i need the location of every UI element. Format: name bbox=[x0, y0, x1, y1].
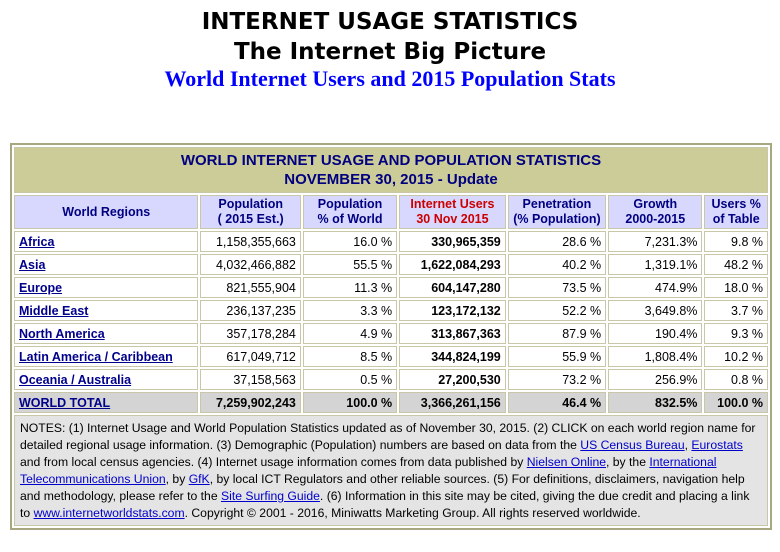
notes-section bbox=[14, 415, 768, 526]
region-link-africa[interactable]: Africa bbox=[19, 234, 55, 249]
table-row bbox=[14, 346, 768, 367]
notes-text: , by bbox=[165, 472, 189, 486]
col-header-label: Users % bbox=[711, 197, 761, 211]
notes-text: . (6) Information in this site may be cited, giving the due credit and placing a link to bbox=[20, 489, 750, 520]
col-header-label: Population bbox=[218, 197, 283, 211]
col-header-sublabel: of Table bbox=[712, 212, 760, 226]
penetration-cell: 46.4 % bbox=[508, 392, 606, 413]
region-link-oceania[interactable]: Oceania / Australia bbox=[19, 372, 132, 387]
users-cell: 3,366,261,156 bbox=[399, 392, 506, 413]
link-site-surfing-guide[interactable]: Site Surfing Guide bbox=[221, 489, 320, 503]
growth-cell: 832.5% bbox=[608, 392, 702, 413]
pct-table-cell: 0.8 % bbox=[704, 369, 768, 390]
users-cell: 344,824,199 bbox=[399, 346, 506, 367]
table-row bbox=[14, 300, 768, 321]
penetration-cell: 40.2 % bbox=[508, 254, 606, 275]
growth-cell: 1,808.4% bbox=[608, 346, 702, 367]
col-header-sublabel: (% Population) bbox=[513, 212, 601, 226]
table-title bbox=[14, 147, 768, 193]
table-row bbox=[14, 369, 768, 390]
col-header-label: World Regions bbox=[62, 204, 151, 219]
table-row bbox=[14, 231, 768, 252]
col-header-sublabel: 30 Nov 2015 bbox=[416, 212, 489, 226]
region-cell bbox=[14, 277, 198, 298]
link-us-census[interactable]: US Census Bureau bbox=[580, 438, 685, 452]
region-link-north-america[interactable]: North America bbox=[19, 326, 105, 341]
page-title: INTERNET USAGE STATISTICS bbox=[201, 9, 579, 35]
region-cell bbox=[14, 254, 198, 275]
col-header-population bbox=[200, 195, 300, 229]
table-title-line1: WORLD INTERNET USAGE AND POPULATION STATISTICS bbox=[180, 152, 602, 169]
users-cell: 1,622,084,293 bbox=[399, 254, 506, 275]
col-header-sublabel: ( 2015 Est.) bbox=[217, 212, 284, 226]
pct-world-cell: 0.5 % bbox=[303, 369, 397, 390]
notes-text: and from local census agencies. (4) Internet usage information comes from data published by bbox=[20, 455, 527, 469]
notes-text: , bbox=[684, 438, 692, 452]
link-nielsen-online[interactable]: Nielsen Online bbox=[526, 455, 606, 469]
notes-text: . Copyright © 2001 - 2016, Miniwatts Marketing Group. All rights reserved worldwide. bbox=[184, 506, 641, 520]
table-row bbox=[14, 254, 768, 275]
col-header-pct-world bbox=[303, 195, 397, 229]
region-cell bbox=[14, 346, 198, 367]
region-link-latin-america[interactable]: Latin America / Caribbean bbox=[19, 349, 173, 364]
col-header-regions bbox=[14, 195, 198, 229]
pct-world-cell: 16.0 % bbox=[303, 231, 397, 252]
growth-cell: 190.4% bbox=[608, 323, 702, 344]
pct-table-cell: 10.2 % bbox=[704, 346, 768, 367]
col-header-label: Penetration bbox=[522, 197, 592, 211]
pct-world-cell: 55.5 % bbox=[303, 254, 397, 275]
link-eurostats[interactable]: Eurostats bbox=[691, 438, 743, 452]
penetration-cell: 87.9 % bbox=[508, 323, 606, 344]
pct-table-cell: 100.0 % bbox=[704, 392, 768, 413]
col-header-label: Population bbox=[317, 197, 383, 211]
users-cell: 313,867,363 bbox=[399, 323, 506, 344]
population-cell: 236,137,235 bbox=[200, 300, 300, 321]
pct-world-cell: 4.9 % bbox=[303, 323, 397, 344]
penetration-cell: 73.5 % bbox=[508, 277, 606, 298]
region-link-europe[interactable]: Europe bbox=[19, 280, 63, 295]
col-header-users-pct bbox=[704, 195, 768, 229]
pct-world-cell: 8.5 % bbox=[303, 346, 397, 367]
pct-world-cell: 100.0 % bbox=[303, 392, 397, 413]
col-header-sublabel: % of World bbox=[317, 212, 383, 226]
region-cell bbox=[14, 231, 198, 252]
pct-table-cell: 9.8 % bbox=[704, 231, 768, 252]
users-cell: 27,200,530 bbox=[399, 369, 506, 390]
growth-cell: 1,319.1% bbox=[608, 254, 702, 275]
users-cell: 123,172,132 bbox=[399, 300, 506, 321]
population-cell: 617,049,712 bbox=[200, 346, 300, 367]
total-row bbox=[14, 392, 768, 413]
pct-table-cell: 3.7 % bbox=[704, 300, 768, 321]
page-subtitle: The Internet Big Picture bbox=[233, 39, 547, 65]
link-gfk[interactable]: GfK bbox=[188, 472, 210, 486]
region-cell bbox=[14, 300, 198, 321]
notes-text: NOTES: (1) Internet Usage and World Population Statistics updated as of November 30, 2015. (2) CLICK on each world region name for detailed regional usage information. (3) Demographic (Population) numbers are based on data from the bbox=[20, 421, 756, 452]
pct-table-cell: 9.3 % bbox=[704, 323, 768, 344]
col-header-growth bbox=[608, 195, 702, 229]
population-cell: 37,158,563 bbox=[200, 369, 300, 390]
users-cell: 330,965,359 bbox=[399, 231, 506, 252]
penetration-cell: 28.6 % bbox=[508, 231, 606, 252]
population-cell: 357,178,284 bbox=[200, 323, 300, 344]
col-header-internet-users bbox=[399, 195, 506, 229]
region-link-asia[interactable]: Asia bbox=[19, 257, 46, 272]
population-cell: 821,555,904 bbox=[200, 277, 300, 298]
usage-table bbox=[10, 143, 772, 530]
population-cell: 1,158,355,663 bbox=[200, 231, 300, 252]
growth-cell: 474.9% bbox=[608, 277, 702, 298]
region-cell bbox=[14, 392, 198, 413]
table-title-line2: NOVEMBER 30, 2015 - Update bbox=[284, 171, 498, 188]
region-cell bbox=[14, 369, 198, 390]
region-link-world-total[interactable]: WORLD TOTAL bbox=[19, 395, 111, 410]
table-row bbox=[14, 277, 768, 298]
pct-table-cell: 48.2 % bbox=[704, 254, 768, 275]
pct-world-cell: 3.3 % bbox=[303, 300, 397, 321]
col-header-penetration bbox=[508, 195, 606, 229]
penetration-cell: 55.9 % bbox=[508, 346, 606, 367]
table-row bbox=[14, 323, 768, 344]
growth-cell: 256.9% bbox=[608, 369, 702, 390]
population-cell: 4,032,466,882 bbox=[200, 254, 300, 275]
penetration-cell: 52.2 % bbox=[508, 300, 606, 321]
penetration-cell: 73.2 % bbox=[508, 369, 606, 390]
population-cell: 7,259,902,243 bbox=[200, 392, 300, 413]
region-cell bbox=[14, 323, 198, 344]
pct-world-cell: 11.3 % bbox=[303, 277, 397, 298]
notes-text: , by local ICT Regulators and other reliable sources. (5) For definitions, disclaimers, navigation help and methodology, please refer to the bbox=[20, 472, 745, 503]
notes-text: , by the bbox=[606, 455, 650, 469]
page-tagline: World Internet Users and 2015 Population Stats bbox=[164, 66, 616, 91]
col-header-label: Growth bbox=[633, 197, 678, 211]
growth-cell: 7,231.3% bbox=[608, 231, 702, 252]
users-cell: 604,147,280 bbox=[399, 277, 506, 298]
pct-table-cell: 18.0 % bbox=[704, 277, 768, 298]
region-link-middle-east[interactable]: Middle East bbox=[19, 303, 89, 318]
link-internetworldstats[interactable]: www.internetworldstats.com bbox=[33, 506, 185, 520]
link-itu[interactable]: International Telecommunications Union bbox=[20, 455, 717, 486]
col-header-label: Internet Users bbox=[410, 197, 495, 211]
growth-cell: 3,649.8% bbox=[608, 300, 702, 321]
col-header-sublabel: 2000-2015 bbox=[625, 212, 686, 226]
